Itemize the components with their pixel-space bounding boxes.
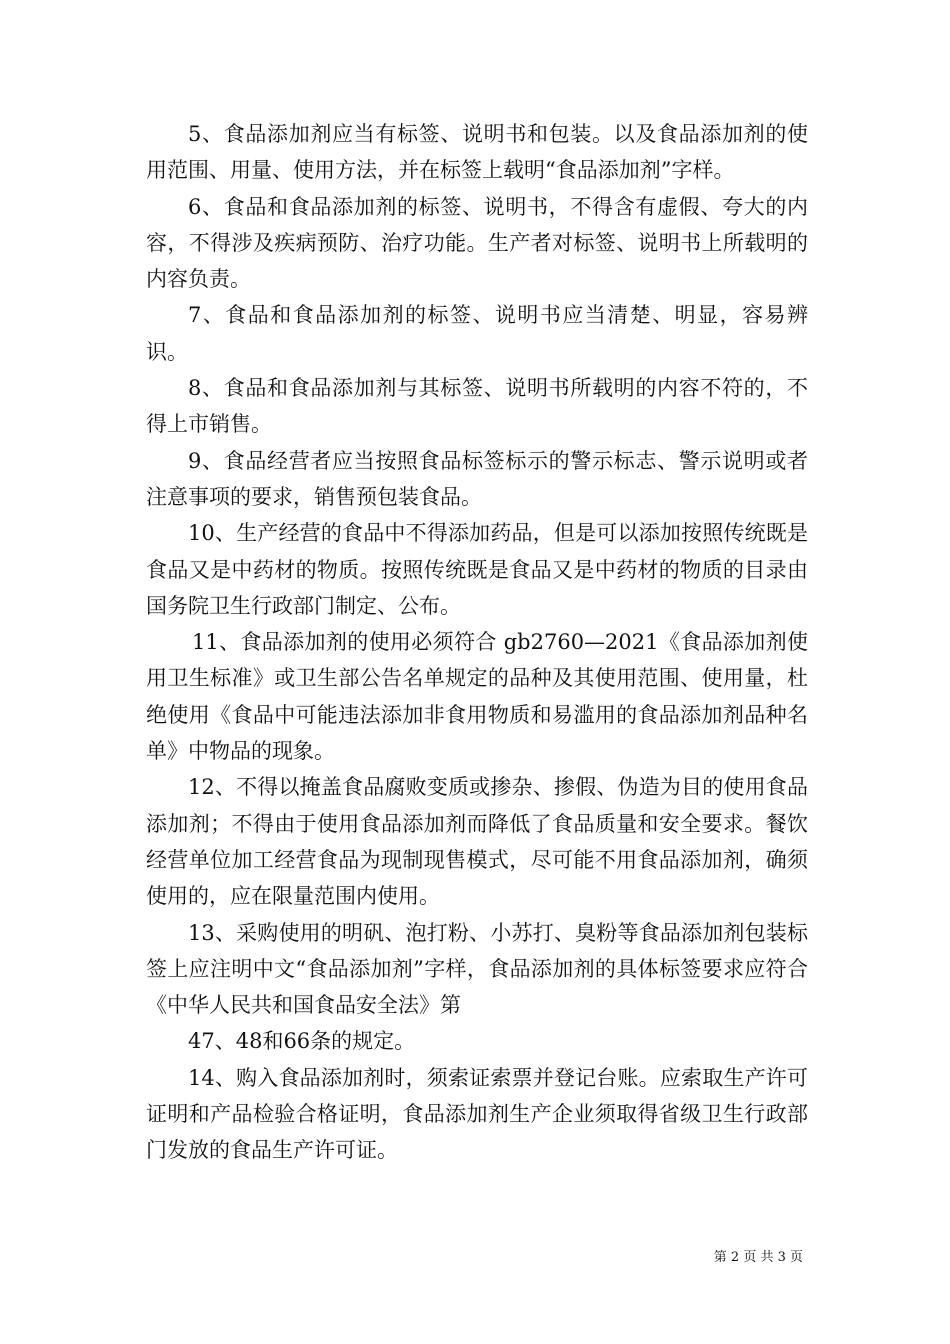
document-body (146, 116, 808, 1169)
paragraph-11: 11、食品添加剂的使用必须符合 gb2760—2021《食品添加剂使用卫生标准》或卫生部公告名单规定的品种及其使用范围、使用量，杜绝使用《食品中可能违法添加非食用物质和易滥用的食品添加剂品种名单》中物品的现象。 (146, 630, 808, 764)
paragraph-6: 6、食品和食品添加剂的标签、说明书，不得含有虚假、夸大的内容，不得涉及疾病预防、治疗功能。生产者对标签、说明书上所载明的内容负责。 (146, 194, 808, 292)
page-number-footer: 第 2 页 共 3 页 (713, 1250, 803, 1265)
paragraph-9: 9、食品经营者应当按照食品标签标示的警示标志、警示说明或者注意事项的要求，销售预包装食品。 (146, 448, 808, 509)
paragraph-7: 7、食品和食品添加剂的标签、说明书应当清楚、明显，容易辨识。 (146, 303, 808, 364)
paragraph-14: 14、购入食品添加剂时，须索证索票并登记台账。应索取生产许可证明和产品检验合格证明，食品添加剂生产企业须取得省级卫生行政部门发放的食品生产许可证。 (146, 1065, 808, 1163)
paragraph-8: 8、食品和食品添加剂与其标签、说明书所载明的内容不符的，不得上市销售。 (146, 376, 808, 437)
paragraph-10: 10、生产经营的食品中不得添加药品，但是可以添加按照传统既是食品又是中药材的物质。按照传统既是食品又是中药材的物质的目录由国务院卫生行政部门制定、公布。 (146, 521, 808, 618)
paragraph-12: 12、不得以掩盖食品腐败变质或掺杂、掺假、伪造为目的使用食品添加剂；不得由于使用食品添加剂而降低了食品质量和安全要求。餐饮经营单位加工经营食品为现制现售模式，尽可能不用食品添加剂，确须使用的，应在限量范围内使用。 (146, 775, 808, 909)
paragraph-13: 13、采购使用的明矾、泡打粉、小苏打、臭粉等食品添加剂包装标签上应注明中文“食品添加剂”字样，食品添加剂的具体标签要求应符合《中华人民共和国食品安全法》第 (146, 920, 808, 1018)
paragraph-13-continued: 47、48和66条的规定。 (188, 1029, 416, 1054)
paragraph-5: 5、食品添加剂应当有标签、说明书和包装。以及食品添加剂的使用范围、用量、使用方法，并在标签上载明“食品添加剂”字样。 (146, 122, 808, 183)
